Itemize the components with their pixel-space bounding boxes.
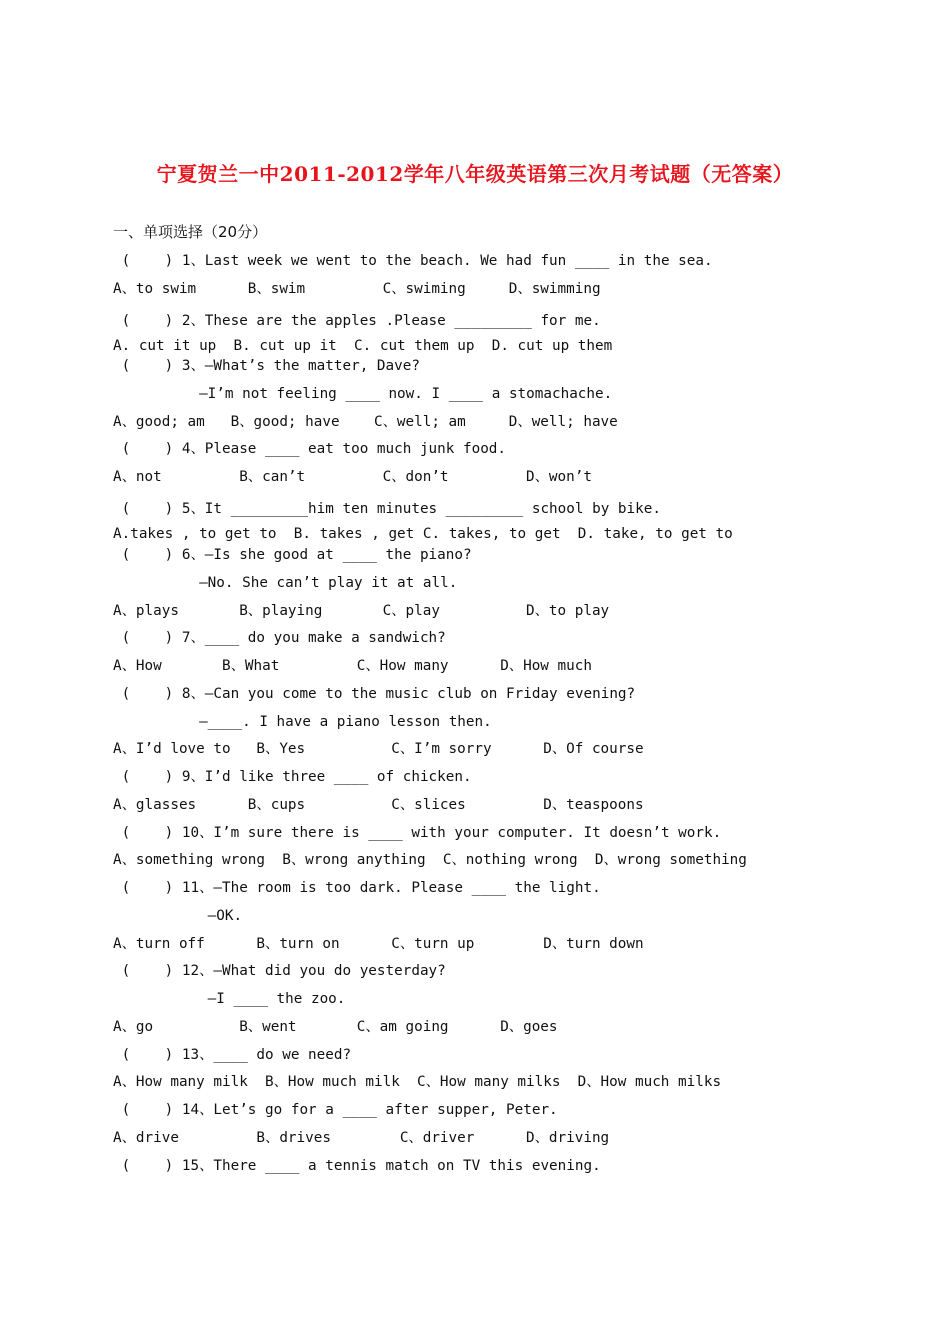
q14-stem: ( ) 14、Let’s go for a ____ after supper, Peter. [113, 1102, 558, 1118]
q6-options: A、plays B、playing C、play D、to play [113, 603, 610, 619]
q13-stem: ( ) 13、____ do we need? [113, 1047, 352, 1063]
q12-options: A、go B、went C、am going D、goes [113, 1019, 558, 1035]
q2-options: A. cut it up B. cut up it C. cut them up D. cut up them [113, 338, 613, 354]
q6-stem: ( ) 6、—Is she good at ____ the piano? [113, 547, 472, 563]
q12-stem: ( ) 12、—What did you do yesterday? [113, 963, 446, 979]
q10-options: A、something wrong B、wrong anything C、nothing wrong D、wrong something [113, 852, 747, 868]
q13-options: A、How many milk B、How much milk C、How many milks D、How much milks [113, 1074, 722, 1090]
q7-options: A、How B、What C、How many D、How much [113, 658, 592, 674]
q11-stem: ( ) 11、—The room is too dark. Please ____ the light. [113, 880, 601, 896]
q3-options: A、good; am B、good; have C、well; am D、well; have [113, 414, 618, 430]
q3-stem: ( ) 3、—What’s the matter, Dave? [113, 358, 420, 374]
q2-stem: ( ) 2、These are the apples .Please _________ for me. [113, 313, 601, 329]
q4-stem: ( ) 4、Please ____ eat too much junk food. [113, 441, 507, 457]
q7-stem: ( ) 7、____ do you make a sandwich? [113, 630, 446, 646]
q9-options: A、glasses B、cups C、slices D、teaspoons [113, 797, 644, 813]
q4-options: A、not B、can’t C、don’t D、won’t [113, 469, 592, 485]
q5-options: A.takes , to get to B. takes , get C. takes, to get D. take, to get to [113, 526, 733, 542]
q10-stem: ( ) 10、I’m sure there is ____ with your computer. It doesn’t work. [113, 825, 722, 841]
q8-options: A、I’d love to B、Yes C、I’m sorry D、Of course [113, 741, 644, 757]
exam-title: 宁夏贺兰一中2011-2012学年八年级英语第三次月考试题（无答案） [156, 162, 794, 186]
q5-stem: ( ) 5、It _________him ten minutes _________ school by bike. [113, 501, 661, 517]
q12-dialog: —I ____ the zoo. [113, 991, 346, 1007]
q8-dialog: —____. I have a piano lesson then. [113, 714, 492, 730]
q11-dialog: —OK. [113, 908, 243, 924]
q9-stem: ( ) 9、I’d like three ____ of chicken. [113, 769, 472, 785]
q15-stem: ( ) 15、There ____ a tennis match on TV this evening. [113, 1158, 601, 1174]
q1-options: A、to swim B、swim C、swiming D、swimming [113, 281, 601, 297]
q3-dialog: —I’m not feeling ____ now. I ____ a stomachache. [113, 386, 613, 402]
q8-stem: ( ) 8、—Can you come to the music club on Friday evening? [113, 686, 636, 702]
section-heading: 一、单项选择（20分） [113, 223, 268, 241]
q14-options: A、drive B、drives C、driver D、driving [113, 1130, 610, 1146]
q11-options: A、turn off B、turn on C、turn up D、turn down [113, 936, 644, 952]
q1-stem: ( ) 1、Last week we went to the beach. We had fun ____ in the sea. [113, 253, 713, 269]
q6-dialog: —No. She can’t play it at all. [113, 575, 458, 591]
